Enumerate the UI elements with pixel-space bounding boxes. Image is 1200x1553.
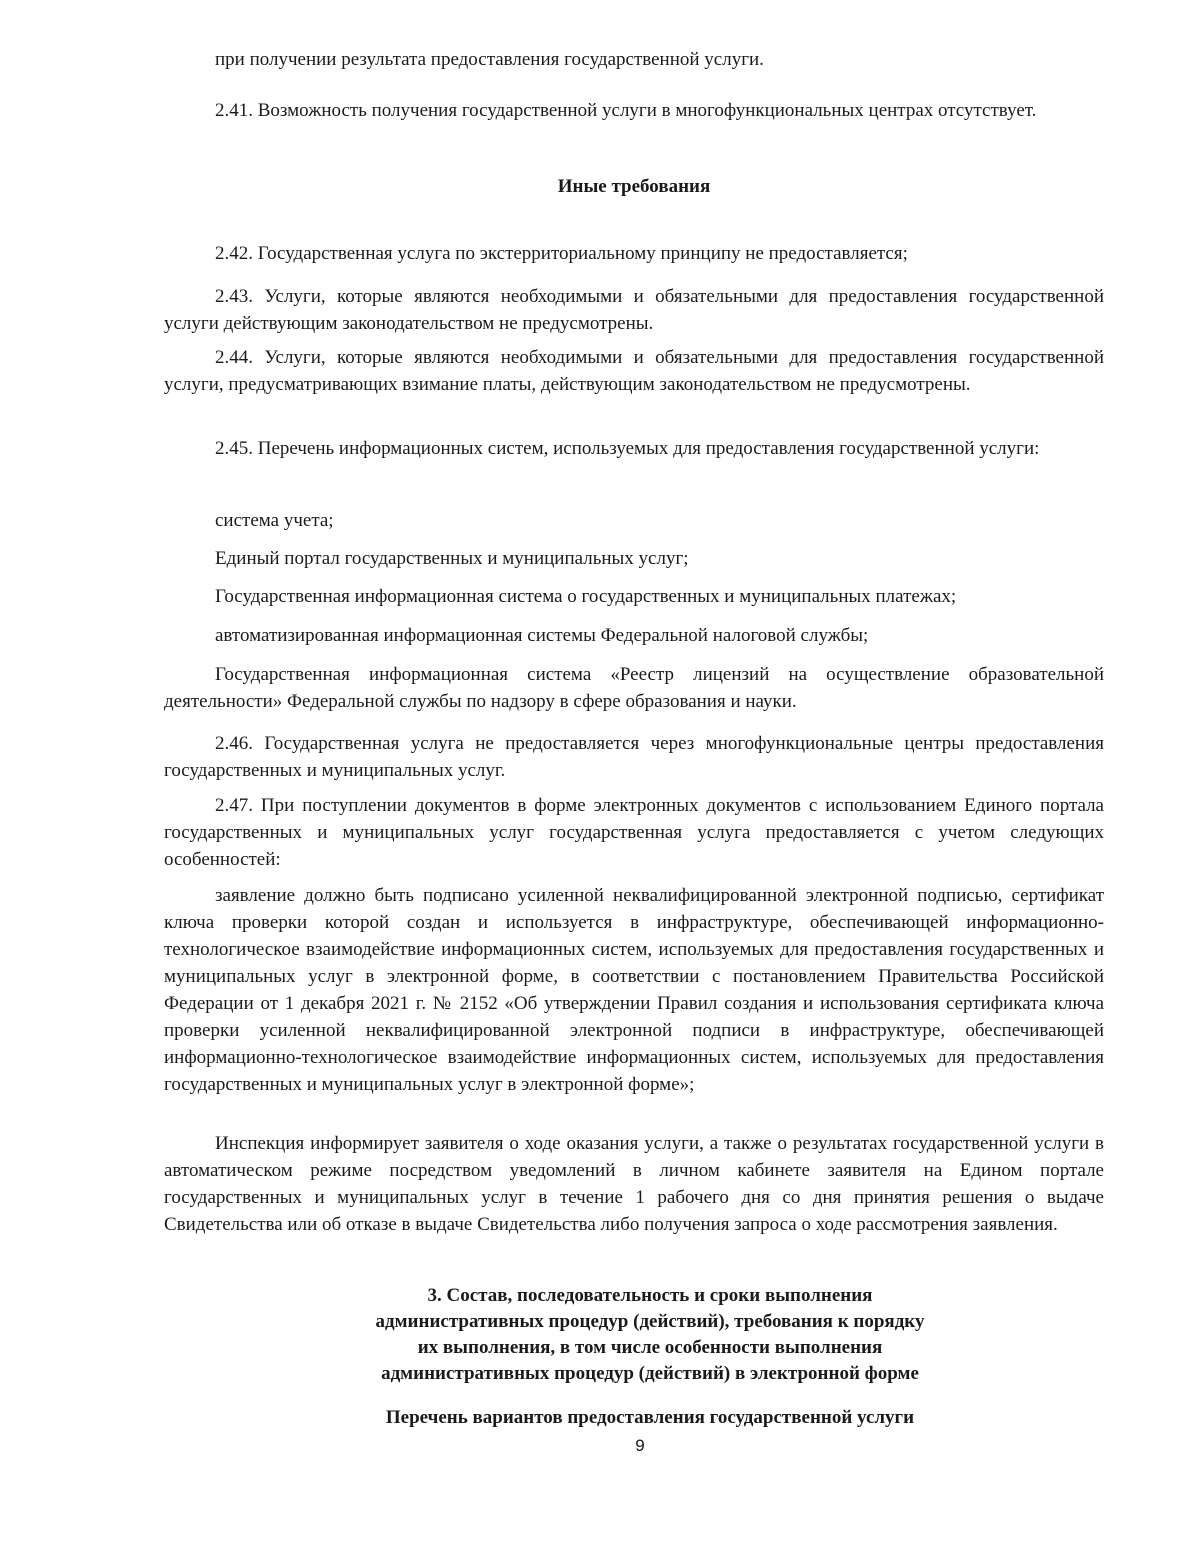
paragraph-2-45: 2.45. Перечень информационных систем, используемых для предоставления государственной услуги: [215,438,1040,459]
heading-other-requirements: Иные требования [557,176,711,197]
section-3-title-line: 3. Состав, последовательность и сроки выполнения [427,1285,873,1306]
system-item-payments: Государственная информационная система о государственных и муниципальных платежах; [215,586,957,607]
paragraph-2-46: 2.46. Государственная услуга не предоставляется через многофункциональные центры предоставления государственных и муниципальных услуг. [164,733,1104,781]
paragraph-2-41: 2.41. Возможность получения государственной услуги в многофункциональных центрах отсутствует. [215,100,1037,121]
page-number: 9 [635,1436,645,1455]
heading-service-variants: Перечень вариантов предоставления государственной услуги [385,1407,915,1428]
paragraph-2-44: 2.44. Услуги, которые являются необходимыми и обязательными для предоставления государственной услуги, предусматривающих взимание платы, действующим законодательством не предусмотрены. [164,347,1104,395]
section-3-title [280,1283,1020,1387]
paragraph-2-47: 2.47. При поступлении документов в форме электронных документов с использованием Единого портала государственных и муниципальных услуг государственная услуга предоставляется с учетом следующих особенностей: [164,795,1104,870]
paragraph-inspection-notice: Инспекция информирует заявителя о ходе оказания услуги, а также о результатах государственной услуги в автоматическом режиме посредством уведомлений в личном кабинете заявителя на Едином портале государственных и муниципальных услуг в течение 1 рабочего дня со дня принятия решения о выдаче Свидетельства или об отказе в выдаче Свидетельства либо получения запроса о ходе рассмотрения заявления. [164,1133,1104,1235]
system-item-license-registry: Государственная информационная система «Реестр лицензий на осуществление образовательной деятельности» Федеральной службы по надзору в сфере образования и науки. [164,664,1104,712]
system-item-accounting: система учета; [215,510,334,531]
paragraph-2-43: 2.43. Услуги, которые являются необходимыми и обязательными для предоставления государственной услуги действующим законодательством не предусмотрены. [164,286,1104,334]
paragraph-2-42: 2.42. Государственная услуга по экстерриториальному принципу не предоставляется; [215,243,908,264]
section-3-title-line: административных процедур (действий), требования к порядку [375,1311,925,1332]
section-3-title-line: административных процедур (действий) в электронной форме [381,1363,919,1384]
system-item-tax-service: автоматизированная информационная системы Федеральной налоговой службы; [215,625,869,646]
system-item-unified-portal: Единый портал государственных и муниципальных услуг; [215,548,689,569]
section-3-title-line: их выполнения, в том числе особенности выполнения [417,1337,883,1358]
paragraph-electronic-signature: заявление должно быть подписано усиленной неквалифицированной электронной подписью, сертификат ключа проверки которой создан и используется в инфраструктуре, обеспечивающей информационно-технологическое взаимодействие информационных систем, используемых для предоставления государственных и муниципальных услуг в электронной форме, в соответствии с постановлением Правительства Российской Федерации от 1 декабря 2021 г. № 2152 «Об утверждении Правил создания и использования сертификата ключа проверки усиленной неквалифицированной электронной подписи в инфраструктуре, обеспечивающей информационно-технологическое взаимодействие информационных систем, используемых для предоставления государственных и муниципальных услуг в электронной форме»; [164,885,1104,1095]
intro-paragraph: при получении результата предоставления государственной услуги. [215,49,764,70]
